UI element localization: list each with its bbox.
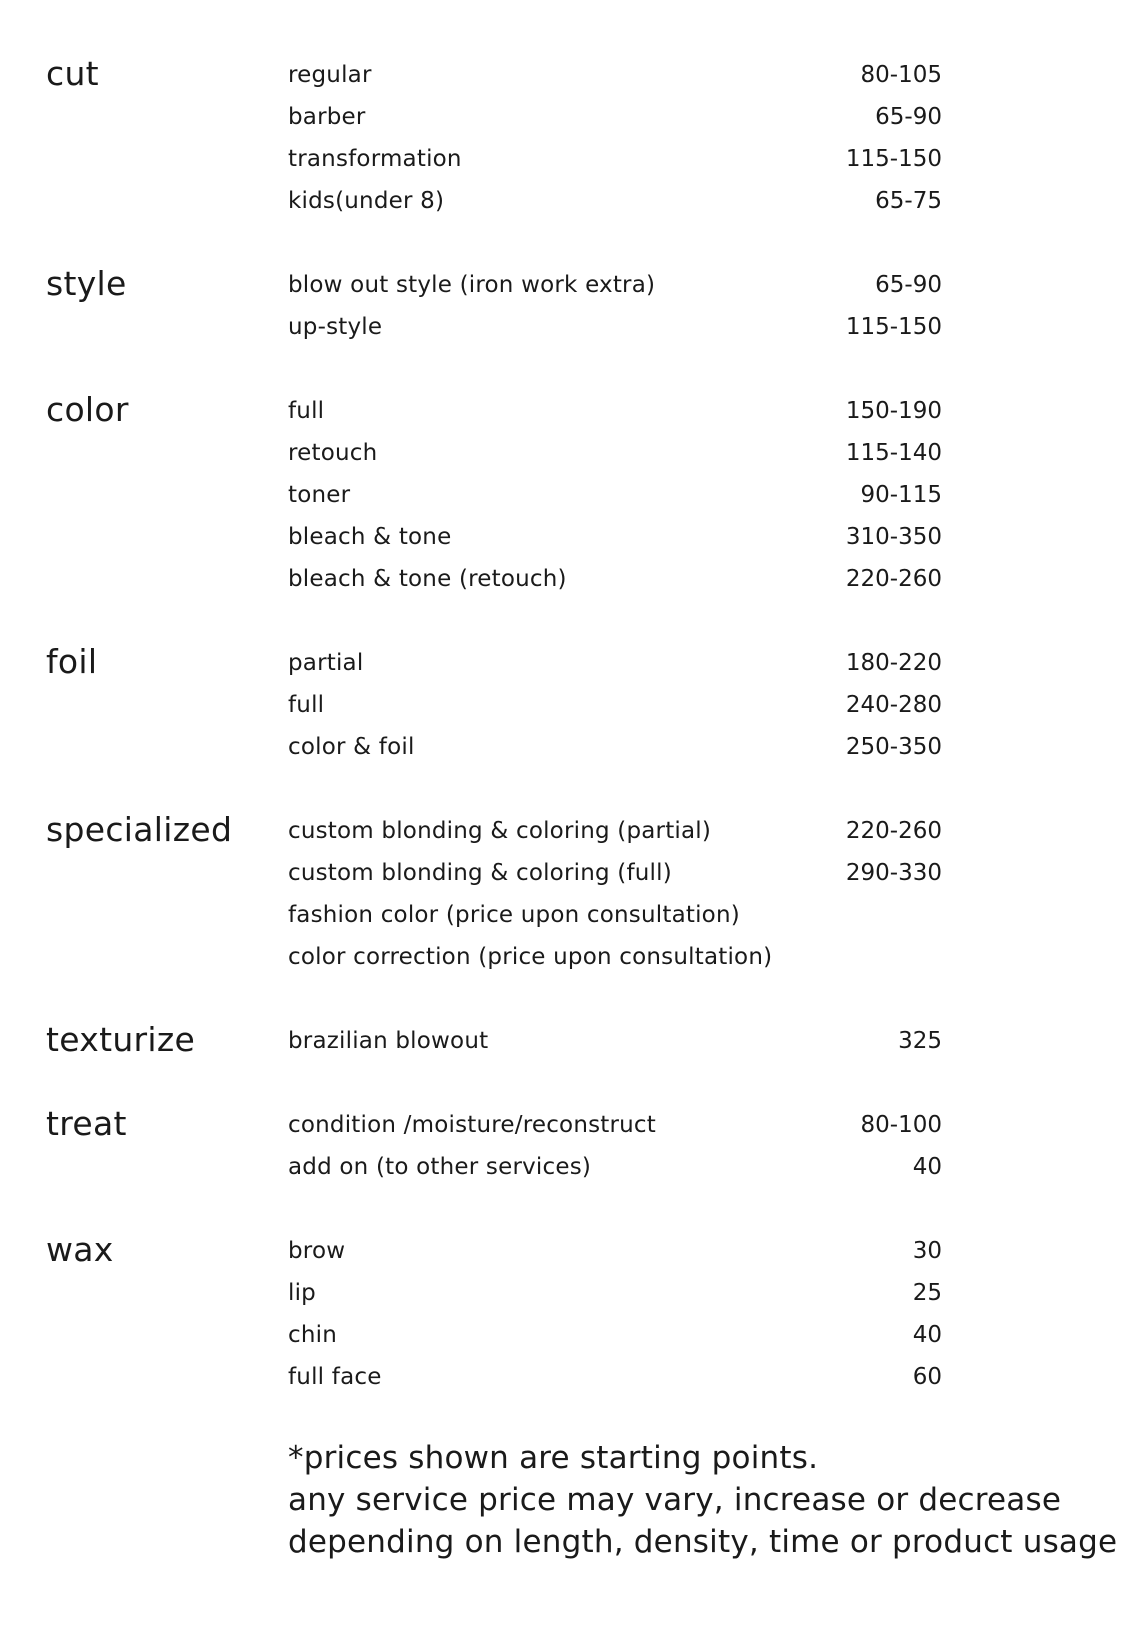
item-name: fashion color (price upon consultation) [288, 902, 740, 928]
item-name: kids(under 8) [288, 188, 445, 214]
list-item [288, 390, 942, 432]
category-title: foil [46, 642, 98, 681]
item-price: 115-150 [845, 146, 942, 172]
list-item [288, 936, 942, 978]
list-item [288, 852, 942, 894]
item-name: retouch [288, 440, 378, 466]
item-name: add on (to other services) [288, 1154, 592, 1180]
item-name: full [288, 692, 325, 718]
category-title: texturize [46, 1020, 196, 1059]
list-item [288, 1272, 942, 1314]
item-name: chin [288, 1322, 337, 1348]
item-price: 90-115 [860, 482, 942, 508]
category-title: treat [46, 1104, 127, 1143]
list-item [288, 474, 942, 516]
item-price: 240-280 [845, 692, 942, 718]
item-name: condition /moisture/reconstruct [288, 1112, 656, 1138]
category-title: color [46, 390, 129, 429]
item-price: 115-140 [845, 440, 942, 466]
item-price: 80-105 [860, 62, 942, 88]
item-price: 65-90 [875, 272, 942, 298]
item-name: full face [288, 1364, 382, 1390]
item-name: full [288, 398, 325, 424]
item-price: 115-150 [845, 314, 942, 340]
item-name: barber [288, 104, 366, 130]
list-item [288, 1020, 942, 1062]
list-item [288, 264, 942, 306]
list-item [288, 1104, 942, 1146]
list-item [288, 180, 942, 222]
item-price: 325 [898, 1028, 942, 1054]
item-name: bleach & tone [288, 524, 452, 550]
item-name: partial [288, 650, 364, 676]
list-item [288, 642, 942, 684]
list-item [288, 894, 942, 936]
disclaimer-line: depending on length, density, time or product usage [288, 1524, 1118, 1560]
item-price: 65-90 [875, 104, 942, 130]
item-name: brazilian blowout [288, 1028, 489, 1054]
disclaimer-line: any service price may vary, increase or decrease [288, 1482, 1062, 1518]
list-item [288, 54, 942, 96]
item-price: 220-260 [845, 818, 942, 844]
price-disclaimer [288, 1437, 1128, 1563]
item-price: 30 [912, 1238, 942, 1264]
category-title: style [46, 264, 127, 303]
item-price: 25 [912, 1280, 942, 1306]
list-item [288, 810, 942, 852]
list-item [288, 96, 942, 138]
item-name: blow out style (iron work extra) [288, 272, 656, 298]
item-price: 40 [912, 1154, 942, 1180]
item-name: custom blonding & coloring (full) [288, 860, 672, 886]
list-item [288, 516, 942, 558]
item-price: 250-350 [845, 734, 942, 760]
list-item [288, 726, 942, 768]
item-price: 290-330 [845, 860, 942, 886]
category-title: specialized [46, 810, 233, 849]
item-price: 40 [912, 1322, 942, 1348]
item-name: color correction (price upon consultation) [288, 944, 773, 970]
category-title: cut [46, 54, 99, 93]
item-name: up-style [288, 314, 383, 340]
list-item [288, 1146, 942, 1188]
list-item [288, 306, 942, 348]
item-name: custom blonding & coloring (partial) [288, 818, 712, 844]
list-item [288, 1230, 942, 1272]
item-price: 65-75 [875, 188, 942, 214]
list-item [288, 1356, 942, 1398]
item-name: toner [288, 482, 351, 508]
item-name: regular [288, 62, 372, 88]
list-item [288, 138, 942, 180]
item-name: lip [288, 1280, 316, 1306]
item-price: 220-260 [845, 566, 942, 592]
item-price: 310-350 [845, 524, 942, 550]
item-name: bleach & tone (retouch) [288, 566, 567, 592]
list-item [288, 558, 942, 600]
item-price: 60 [912, 1364, 942, 1390]
item-name: transformation [288, 146, 462, 172]
list-item [288, 684, 942, 726]
category-title: wax [46, 1230, 114, 1269]
list-item [288, 432, 942, 474]
item-price: 150-190 [845, 398, 942, 424]
item-name: brow [288, 1238, 346, 1264]
list-item [288, 1314, 942, 1356]
item-price: 180-220 [845, 650, 942, 676]
item-name: color & foil [288, 734, 415, 760]
disclaimer-line: *prices shown are starting points. [288, 1440, 819, 1476]
item-price: 80-100 [860, 1112, 942, 1138]
